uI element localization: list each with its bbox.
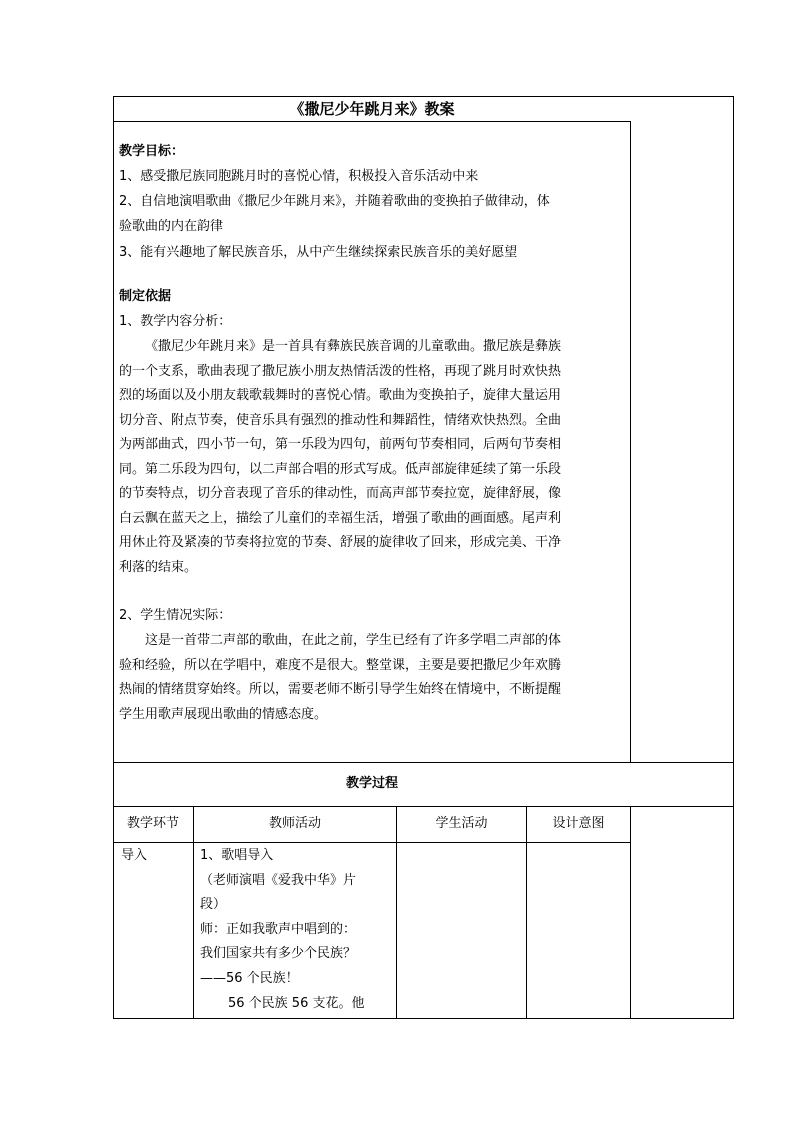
border-right [733,96,734,1019]
content-line: 同。第二乐段为四句，以二声部合唱的形式写成。低声部旋律延续了第一乐段 [119,462,562,477]
content-analysis-heading: 1、教学内容分析： [119,314,232,329]
stage-cell: 导入 [121,848,148,863]
column-divider-2 [396,806,397,1019]
teacher-line: 56 个民族 56 支花。他 [228,996,365,1011]
column-divider-1 [193,806,194,1019]
student-line: 这是一首带二声部的歌曲，在此之前，学生已经有了许多学唱二声部的体 [145,633,562,648]
content-line: 白云飘在蓝天之上，描绘了儿童们的幸福生活，增强了歌曲的画面感。尾声利 [119,511,562,526]
student-line: 热闹的情绪贯穿始终。所以，需要老师不断引导学生始终在情境中，不断提醒 [119,682,562,697]
objective-line: 3、能有兴趣地了解民族音乐，从中产生继续探索民族音乐的美好愿望 [119,245,518,260]
objective-line: 验歌曲的内在韵律 [119,219,224,234]
title-divider [113,121,631,122]
border-bottom [113,1018,734,1019]
student-line: 学生用歌声展现出歌曲的情感态度。 [119,707,328,722]
column-header: 教学环节 [126,816,179,831]
side-column-divider-lower [630,806,631,1019]
teacher-line: ——56 个民族！ [200,971,299,986]
content-line: 用休止符及紧凑的节奏将拉宽的节奏、舒展的旋律收了回来，形成完美、干净 [119,535,562,550]
content-line: 利落的结束。 [119,560,198,575]
student-situation-heading: 2、学生情况实际： [119,608,232,623]
process-divider [113,762,734,763]
objective-line: 2、自信地演唱歌曲《撒尼少年跳月来》，并随着歌曲的变换拍子做律动，体 [119,194,550,209]
teacher-line: 我们国家共有多少个民族？ [200,946,357,961]
objective-line: 1、感受撒尼族同胞跳月时的喜悦心情，积极投入音乐活动中来 [119,169,479,184]
teacher-line: 1、歌唱导入 [200,848,274,863]
teacher-line: （老师演唱《爱我中华》片 [200,873,357,888]
header-row-divider [113,806,734,807]
column-header: 学生活动 [435,816,488,831]
border-top [113,96,734,97]
content-line: 烈的场面以及小朋友载歌载舞时的喜悦心情。歌曲为变换拍子，旋律大量运用 [119,388,562,403]
student-line: 验和经验，所以在学唱中，难度不是很大。整堂课，主要是要把撒尼少年欢腾 [119,658,562,673]
content-line: 为两部曲式，四小节一句，第一乐段为四句，前两句节奏相同，后两句节奏相 [119,437,562,452]
column-header: 设计意图 [552,816,605,831]
content-line: 的一个支系，歌曲表现了撒尼族小朋友热情活泼的性格，再现了跳月时欢快热 [119,364,562,379]
content-line: 切分音、附点节奏，使音乐具有强烈的推动性和舞蹈性，情绪欢快热烈。全曲 [119,413,562,428]
basis-heading: 制定依据 [119,289,172,304]
side-column-divider [630,121,631,763]
content-line: 《撒尼少年跳月来》是一首具有彝族民族音调的儿童歌曲。撒尼族是彝族 [145,339,562,354]
objectives-heading: 教学目标： [119,144,185,159]
border-left [113,96,114,1019]
teacher-line: 师：正如我歌声中唱到的： [200,922,357,937]
column-header: 教师活动 [268,816,321,831]
column-header-divider [113,842,631,843]
process-heading: 教学过程 [345,776,398,791]
column-divider-3 [526,806,527,1019]
lesson-plan-table [113,96,734,1019]
content-line: 的节奏特点，切分音表现了音乐的律动性，而高声部节奏拉宽，旋律舒展，像 [119,486,562,501]
page-title: 《撒尼少年跳月来》教案 [289,100,455,118]
teacher-line: 段） [200,897,227,912]
